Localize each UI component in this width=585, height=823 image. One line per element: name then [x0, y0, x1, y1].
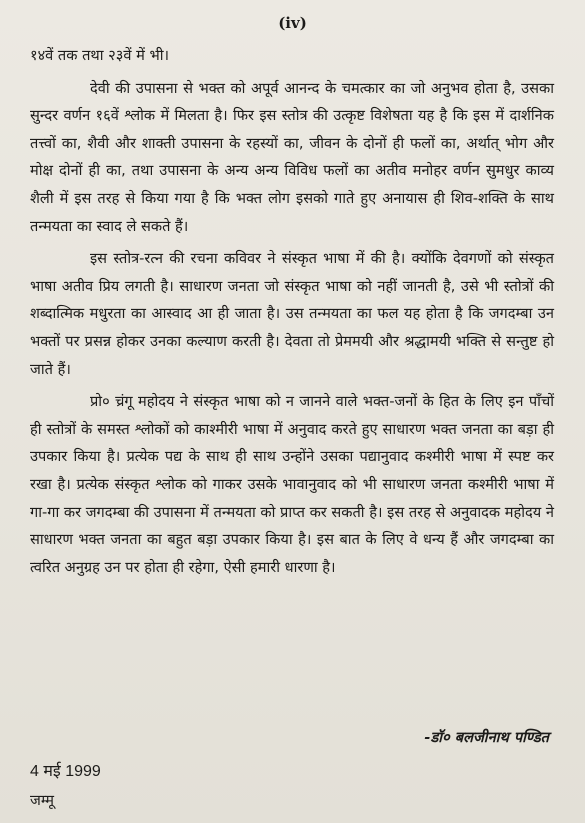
- paragraph-stotra-ratna: इस स्तोत्र-रत्न की रचना कविवर ने संस्कृत भाषा में की है। क्योंकि देवगणों को संस्कृत भाषा अतीव प्रिय लगती है। साधारण जनता जो संस्कृत भाषा को नहीं जानती है, उसे भी स्तोत्रों की शब्दात्मिक मधुरता का आस्वाद आ ही जाता है। उस तन्मयता का फल यह होता है कि जगदम्बा उन भक्तों पर प्रसन्न होकर उनका कल्याण करती है। देवता तो प्रेममयी और श्रद्धामयी भक्ति से सन्तुष्ट हो जाते हैं।: [30, 250, 554, 378]
- date: 4 मई 1999: [30, 763, 101, 780]
- paragraph-continuation: १४वें तक तथा २३वें में भी।: [30, 47, 170, 64]
- date-place-block: [30, 757, 101, 815]
- author-signature: -डॉ० बलजीनाथ पण्डित: [424, 729, 549, 746]
- paragraph-translator: प्रो० च्रंगू महोदय ने संस्कृत भाषा को न जानने वाले भक्त-जनों के हित के लिए इन पाँचों ही स्तोत्रों के समस्त श्लोकों को काश्मीरी भाषा में अनुवाद करते हुए साधारण भक्त जनता का बड़ा ही उपकार किया है। प्रत्येक पद्य के साथ ही साथ उन्होंने उसका पद्यानुवाद कश्मीरी भाषा में स्पष्ट कर रखा है। प्रत्येक संस्कृत श्लोक को गाकर उसके भावानुवाद को भी साधारण जनता कश्मीरी भाषा में गा-गा कर जगदम्बा की उपासना में तन्मयता को प्राप्त कर सकती है। इस तरह से अनुवादक महोदय ने साधारण भक्त जनता का बहुत बड़ा उपकार किया है। इस बात के लिए वे धन्य हैं और जगदम्बा का त्वरित अनुग्रह उन पर होता ही रहेगा, ऐसी हमारी धारणा है।: [30, 393, 554, 576]
- paragraph-devi-upasana: देवी की उपासना से भक्त को अपूर्व आनन्द के चमत्कार का जो अनुभव होता है, उसका सुन्दर वर्णन १६वें श्लोक में मिलता है। फिर इस स्तोत्र की उत्कृष्ट विशेषता यह है कि इस में दार्शनिक तत्त्वों का, शैवी और शाक्ती उपासना के रहस्यों का, जीवन के दोनों ही फलों का, अर्थात् भोग और मोक्ष दोनों ही का, तथा उपासना के अन्य अन्य विविध फलों का अतीव मनोहर वर्णन सुमधुर काव्य शैली में इस तरह से किया गया है कि भक्त लोग इसको गाते हुए अनायास ही शिव-शक्ति के साथ तन्मयता का स्वाद ले सकते हैं।: [30, 79, 554, 235]
- page-number: (iv): [278, 14, 307, 32]
- place: जम्मू: [30, 792, 54, 809]
- body-text: [30, 42, 554, 586]
